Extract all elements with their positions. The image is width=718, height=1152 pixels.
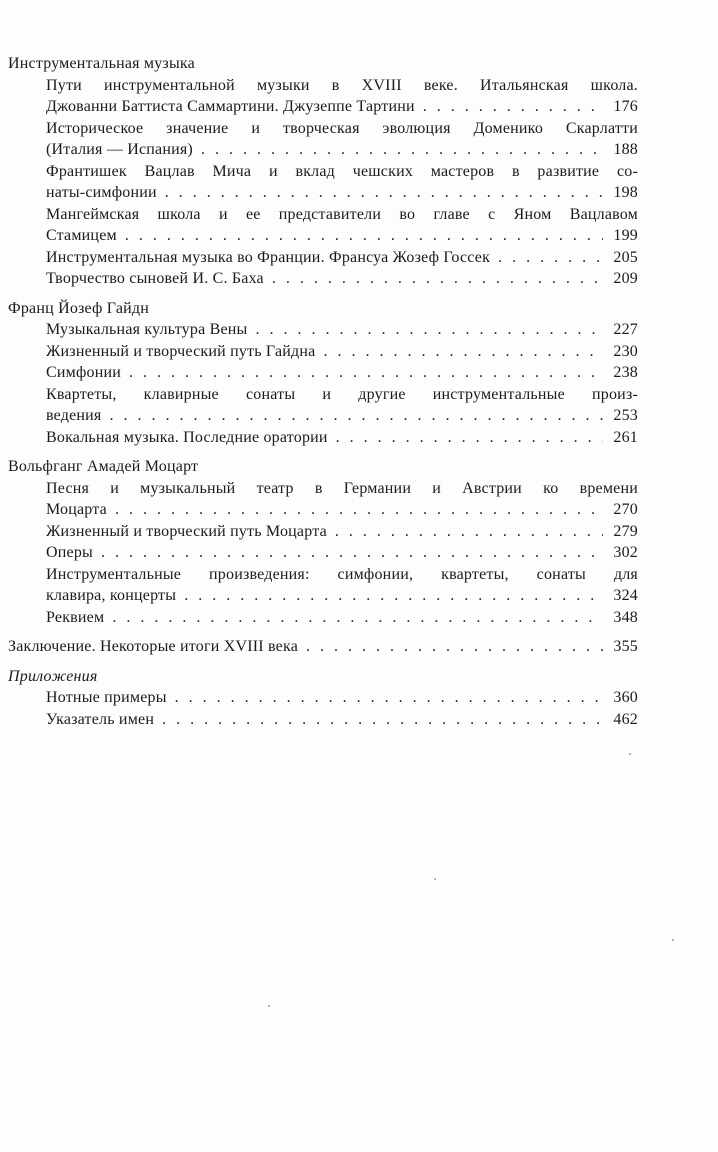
page-number: 462 (613, 710, 638, 728)
dot-leader (109, 405, 603, 427)
page-number: 238 (613, 364, 638, 381)
toc-entry (8, 384, 638, 427)
toc-entry-text: Оперы (46, 544, 93, 561)
toc-entry-line (46, 687, 638, 709)
toc-entry-line (8, 636, 638, 658)
toc-entry (8, 709, 638, 731)
toc-entry-text: клавира, концерты (46, 587, 177, 604)
dot-leader (336, 427, 603, 449)
toc-entry (8, 75, 638, 118)
toc-entry-line (46, 607, 638, 629)
toc-entry (8, 542, 638, 564)
toc-entry-line: Песня и музыкальный театр в Германии и Австрии ко времени (46, 479, 638, 497)
section-heading: Приложения (8, 667, 98, 685)
toc-entry-line: Мангеймская школа и ее представители во главе с Яном Вацлавом (46, 205, 638, 223)
toc-entry-line (46, 521, 638, 543)
toc-entry-text: Моцарта (46, 501, 107, 518)
page-number: 302 (613, 544, 638, 561)
toc-entry-text: Реквием (46, 608, 105, 626)
dot-leader (112, 607, 603, 629)
dot-leader (272, 268, 603, 290)
toc-entry-line (46, 225, 638, 247)
toc-entry-line (46, 405, 638, 427)
dot-leader (255, 319, 603, 341)
toc-entry-line (46, 268, 638, 290)
toc-entry (8, 319, 638, 341)
toc-entry-text: Жизненный и творческий путь Моцарта (46, 522, 327, 540)
dot-leader (423, 96, 603, 118)
page-number: 227 (613, 321, 638, 338)
toc-entry-line (46, 319, 638, 341)
dot-leader (129, 362, 603, 384)
dot-leader (101, 542, 603, 564)
toc-entry-line (46, 542, 638, 564)
toc-entry (8, 362, 638, 384)
page-number: 209 (613, 270, 638, 287)
toc-section (8, 666, 638, 731)
toc-entry-text: Нотные примеры (46, 689, 167, 706)
page-number: 198 (613, 184, 638, 201)
page-number: 176 (613, 98, 638, 115)
page-number: 348 (613, 608, 638, 626)
toc-section (8, 456, 638, 628)
scan-speck (672, 939, 674, 941)
toc-entry-line (46, 96, 638, 118)
toc-entry-line (46, 247, 638, 269)
toc-entry-line: Историческое значение и творческая эволюция Доменико Скарлатти (46, 119, 638, 137)
dot-leader (175, 687, 603, 709)
page-number: 270 (613, 501, 638, 518)
scan-speck (434, 878, 436, 880)
dot-leader (201, 139, 603, 161)
toc-entry (8, 427, 638, 449)
page-number: 355 (613, 638, 638, 655)
dot-leader (165, 182, 603, 204)
toc-entry-text: Симфонии (46, 364, 122, 381)
page-number: 205 (613, 248, 638, 266)
toc-entry-text: Жизненный и творческий путь Гайдна (46, 342, 316, 360)
dot-leader (335, 521, 603, 543)
toc-section (8, 298, 638, 449)
toc-entry-line (46, 499, 638, 521)
page-number: 261 (613, 428, 638, 446)
toc-entry (8, 564, 638, 607)
toc-entry-text: Заключение. Некоторые итоги XVIII века (8, 638, 298, 655)
section-heading: Инструментальная музыка (8, 55, 195, 72)
toc-entry-line (46, 709, 638, 731)
dot-leader (162, 709, 603, 731)
toc-entry-line: Франтишек Вацлав Мича и вклад чешских мастеров в развитие со- (46, 162, 638, 180)
toc-entry (8, 478, 638, 521)
page-number: 230 (613, 342, 638, 360)
page-number: 324 (613, 587, 638, 604)
toc-entry-text: Инструментальная музыка во Франции. Франсуа Жозеф Госсек (46, 248, 491, 266)
toc-entry-text: наты-симфонии (46, 184, 157, 201)
toc-entry (8, 268, 638, 290)
toc-entry (8, 161, 638, 204)
toc-entry-line (46, 182, 638, 204)
toc-entry (8, 247, 638, 269)
page-number: 199 (613, 227, 638, 244)
page-number: 253 (613, 407, 638, 424)
dot-leader (115, 499, 603, 521)
toc-entry-line (46, 585, 638, 607)
toc-entry-text: (Италия — Испания) (46, 141, 193, 158)
dot-leader (498, 247, 603, 269)
toc-entry-line (46, 341, 638, 363)
toc (8, 53, 638, 730)
dot-leader (306, 636, 603, 658)
section-heading: Франц Йозеф Гайдн (8, 299, 150, 317)
toc-section (8, 53, 638, 290)
page-number: 188 (613, 141, 638, 158)
toc-entry-text: Творчество сыновей И. С. Баха (46, 270, 264, 287)
section-heading: Вольфганг Амадей Моцарт (8, 458, 199, 475)
scan-speck (629, 753, 631, 755)
toc-entry-text: Стамицем (46, 227, 117, 244)
toc-entry-line: Инструментальные произведения: симфонии, квартеты, сонаты для (46, 565, 638, 583)
scan-speck (268, 1005, 270, 1007)
toc-entry-text: Музыкальная культура Вены (46, 321, 248, 338)
toc-entry-text: ведения (46, 407, 102, 424)
page-number: 279 (613, 522, 638, 540)
toc-entry-line: Квартеты, клавирные сонаты и другие инструментальные произ- (46, 385, 638, 403)
dot-leader (125, 225, 603, 247)
toc-entry-line (46, 362, 638, 384)
toc-entry-line (46, 139, 638, 161)
toc-entry-line (46, 427, 638, 449)
toc-entry (8, 118, 638, 161)
toc-entry (8, 521, 638, 543)
dot-leader (323, 341, 603, 363)
toc-entry-line: Пути инструментальной музыки в XVIII веке. Итальянская школа. (46, 76, 638, 94)
toc-entry (8, 687, 638, 709)
dot-leader (184, 585, 603, 607)
toc-entry (8, 204, 638, 247)
toc-entry (8, 607, 638, 629)
toc-entry-text: Указатель имен (46, 710, 155, 728)
page-number: 360 (613, 689, 638, 706)
toc-section (8, 636, 638, 658)
toc-entry-text: Вокальная музыка. Последние оратории (46, 428, 328, 446)
toc-entry (8, 636, 638, 658)
toc-entry (8, 341, 638, 363)
toc-entry-text: Джованни Баттиста Саммартини. Джузеппе Тартини (46, 98, 415, 115)
